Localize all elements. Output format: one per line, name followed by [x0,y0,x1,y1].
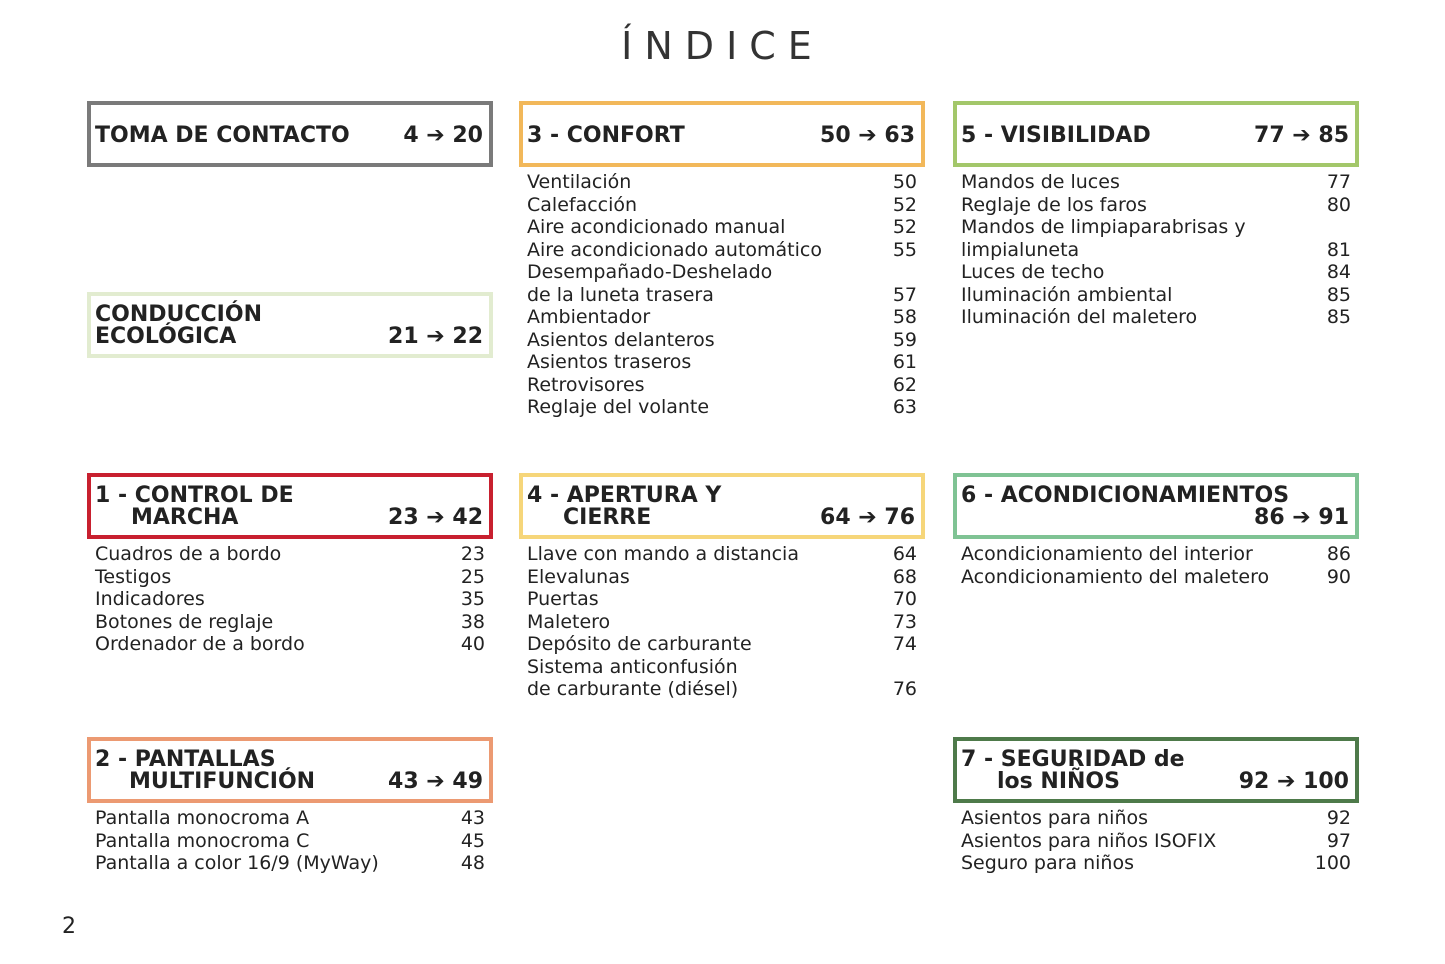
entry-page: 63 [892,396,917,418]
index-entry[interactable] [961,216,1351,261]
entry-page: 100 [1314,852,1351,874]
entry-label: Asientos para niños ISOFIX [961,829,1217,852]
section-7-seguridad-de-los-ninos[interactable] [953,737,1359,875]
entry-label: Desempañado-Deshelado de la luneta trasera [527,261,773,306]
entry-label: Puertas [527,588,599,610]
section-title-line2: MARCHA [131,505,239,530]
section-header-s1[interactable] [87,473,493,539]
index-entry[interactable] [961,830,1351,853]
entry-label: Pantalla monocroma A [95,807,310,829]
section-toma-de-contacto[interactable] [87,101,493,167]
index-entry[interactable] [95,830,485,853]
section-conduccion-ecologica[interactable] [87,292,493,358]
entry-page: 90 [1326,565,1351,588]
index-entry[interactable] [527,261,917,306]
entry-label: Iluminación del maletero [961,306,1198,328]
item-list [87,543,493,656]
entry-label: Maletero [527,610,611,633]
entry-page: 77 [1326,171,1351,193]
index-entry[interactable] [527,588,917,611]
index-entry[interactable] [961,543,1351,566]
entry-label: Mandos de luces [961,171,1120,193]
entry-page: 70 [892,588,917,610]
index-entry[interactable] [961,284,1351,307]
section-title-line2: los NIÑOS [997,769,1120,794]
section-title-line2: ECOLÓGICA [95,324,237,349]
section-header-s6[interactable] [953,473,1359,539]
entry-page: 84 [1326,261,1351,283]
entry-page: 35 [460,588,485,610]
entry-label: Ventilación [527,171,632,193]
entry-page: 59 [892,328,917,351]
entry-label: Depósito de carburante [527,633,752,655]
index-entry[interactable] [961,807,1351,830]
index-entry[interactable] [527,216,917,239]
entry-label: Reglaje del volante [527,396,710,418]
entry-page: 64 [892,543,917,565]
entry-page: 38 [460,610,485,633]
page-title: ÍNDICE [621,24,824,68]
index-entry[interactable] [527,329,917,352]
entry-label: Asientos traseros [527,351,692,373]
index-entry[interactable] [961,171,1351,194]
index-entry[interactable] [961,261,1351,284]
index-entry[interactable] [527,351,917,374]
entry-page: 40 [460,633,485,655]
index-entry[interactable] [527,543,917,566]
index-entry[interactable] [95,588,485,611]
index-entry[interactable] [95,611,485,634]
entry-page: 25 [460,565,485,588]
entry-label: Sistema anticonfusión de carburante (diésel) [527,655,739,700]
entry-page: 85 [1326,306,1351,328]
entry-page: 52 [892,216,917,238]
page-range: 4 ➔ 20 [403,123,483,148]
entry-label: Luces de techo [961,261,1105,283]
index-entry[interactable] [961,194,1351,217]
entry-page: 45 [460,829,485,852]
index-entry[interactable] [527,396,917,419]
entry-label: Ambientador [527,306,651,328]
index-entry[interactable] [95,633,485,656]
item-list [953,807,1359,875]
entry-label: Pantalla monocroma C [95,829,310,852]
entry-label: Acondicionamiento del maletero [961,565,1270,588]
page-range: 92 ➔ 100 [1238,769,1349,794]
section-header-s4[interactable] [519,473,925,539]
section-2-pantallas-multifuncion[interactable] [87,737,493,875]
index-entry[interactable] [527,194,917,217]
page-range: 50 ➔ 63 [820,123,915,148]
page-range: 23 ➔ 42 [388,505,483,530]
entry-page: 80 [1326,193,1351,216]
entry-page: 58 [892,306,917,328]
entry-label: Acondicionamiento del interior [961,543,1253,565]
item-list [519,171,925,419]
section-title: 5 - VISIBILIDAD [961,123,1151,148]
section-header-s7[interactable] [953,737,1359,803]
entry-label: Cuadros de a bordo [95,543,282,565]
section-title: 6 - ACONDICIONAMIENTOS [961,483,1290,508]
entry-label: Llave con mando a distancia [527,543,799,565]
section-5-visibilidad[interactable] [953,101,1359,329]
index-entry[interactable] [961,306,1351,329]
entry-label: Ordenador de a bordo [95,633,305,655]
section-title: 3 - CONFORT [527,123,685,148]
page-range: 86 ➔ 91 [1254,505,1349,530]
page-range: 64 ➔ 76 [820,505,915,530]
page-range: 21 ➔ 22 [388,324,483,349]
entry-label: Seguro para niños [961,852,1134,874]
entry-page: 61 [892,351,917,373]
section-title-line1: 1 - CONTROL DE [95,483,294,508]
index-entry[interactable] [527,656,917,701]
section-title-line2: MULTIFUNCIÓN [129,769,316,794]
page-range: 77 ➔ 85 [1254,123,1349,148]
entry-page: 55 [892,238,917,261]
section-4-apertura-y-cierre[interactable] [519,473,925,701]
section-title-line1: CONDUCCIÓN [95,302,262,327]
entry-page: 74 [892,633,917,655]
entry-label: Elevalunas [527,565,630,588]
entry-page: 43 [460,807,485,829]
index-entry[interactable] [527,566,917,589]
index-entry[interactable] [95,852,485,875]
entry-label: Iluminación ambiental [961,283,1173,306]
entry-label: Retrovisores [527,373,645,396]
section-title: TOMA DE CONTACTO [95,123,350,148]
entry-page: 57 [892,283,917,306]
entry-page: 73 [892,610,917,633]
entry-label: Mandos de limpiaparabrisas y limpialuneta [961,216,1246,261]
entry-page: 76 [892,678,917,700]
index-entry[interactable] [527,306,917,329]
index-entry[interactable] [527,611,917,634]
section-title-line2: CIERRE [563,505,652,530]
index-entry[interactable] [527,239,917,262]
index-entry[interactable] [527,633,917,656]
entry-label: Indicadores [95,588,205,610]
entry-label: Testigos [95,565,172,588]
entry-page: 81 [1326,238,1351,261]
entry-label: Asientos delanteros [527,328,715,351]
item-list [519,543,925,701]
section-header-eco[interactable] [87,292,493,358]
entry-label: Calefacción [527,193,638,216]
entry-label: Aire acondicionado manual [527,216,786,238]
section-header-toma[interactable] [87,101,493,167]
entry-page: 92 [1326,807,1351,829]
item-list [953,543,1359,588]
entry-page: 85 [1326,283,1351,306]
item-list [87,807,493,875]
entry-page: 86 [1326,543,1351,565]
entry-page: 68 [892,565,917,588]
item-list [953,171,1359,329]
entry-page: 52 [892,193,917,216]
entry-label: Botones de reglaje [95,610,274,633]
entry-page: 23 [460,543,485,565]
section-3-confort[interactable] [519,101,925,419]
entry-label: Asientos para niños [961,807,1149,829]
section-title-line1: 7 - SEGURIDAD de [961,747,1185,772]
index-entry[interactable] [95,543,485,566]
entry-page: 97 [1326,829,1351,852]
section-title-line1: 2 - PANTALLAS [95,747,276,772]
section-header-s3[interactable] [519,101,925,167]
section-header-s5[interactable] [953,101,1359,167]
index-entry[interactable] [961,852,1351,875]
entry-page: 48 [460,852,485,874]
index-entry[interactable] [961,566,1351,589]
index-entry[interactable] [527,374,917,397]
section-header-s2[interactable] [87,737,493,803]
entry-label: Aire acondicionado automático [527,238,822,261]
entry-label: Pantalla a color 16/9 (MyWay) [95,852,379,874]
index-entry[interactable] [527,171,917,194]
page-number: 2 [62,914,76,939]
index-entry[interactable] [95,566,485,589]
section-title-line1: 4 - APERTURA Y [527,483,722,508]
entry-label: Reglaje de los faros [961,193,1147,216]
page-range: 43 ➔ 49 [388,769,483,794]
index-entry[interactable] [95,807,485,830]
entry-page: 50 [892,171,917,193]
section-6-acondicionamientos[interactable] [953,473,1359,588]
section-1-control-de-marcha[interactable] [87,473,493,656]
entry-page: 62 [892,373,917,396]
